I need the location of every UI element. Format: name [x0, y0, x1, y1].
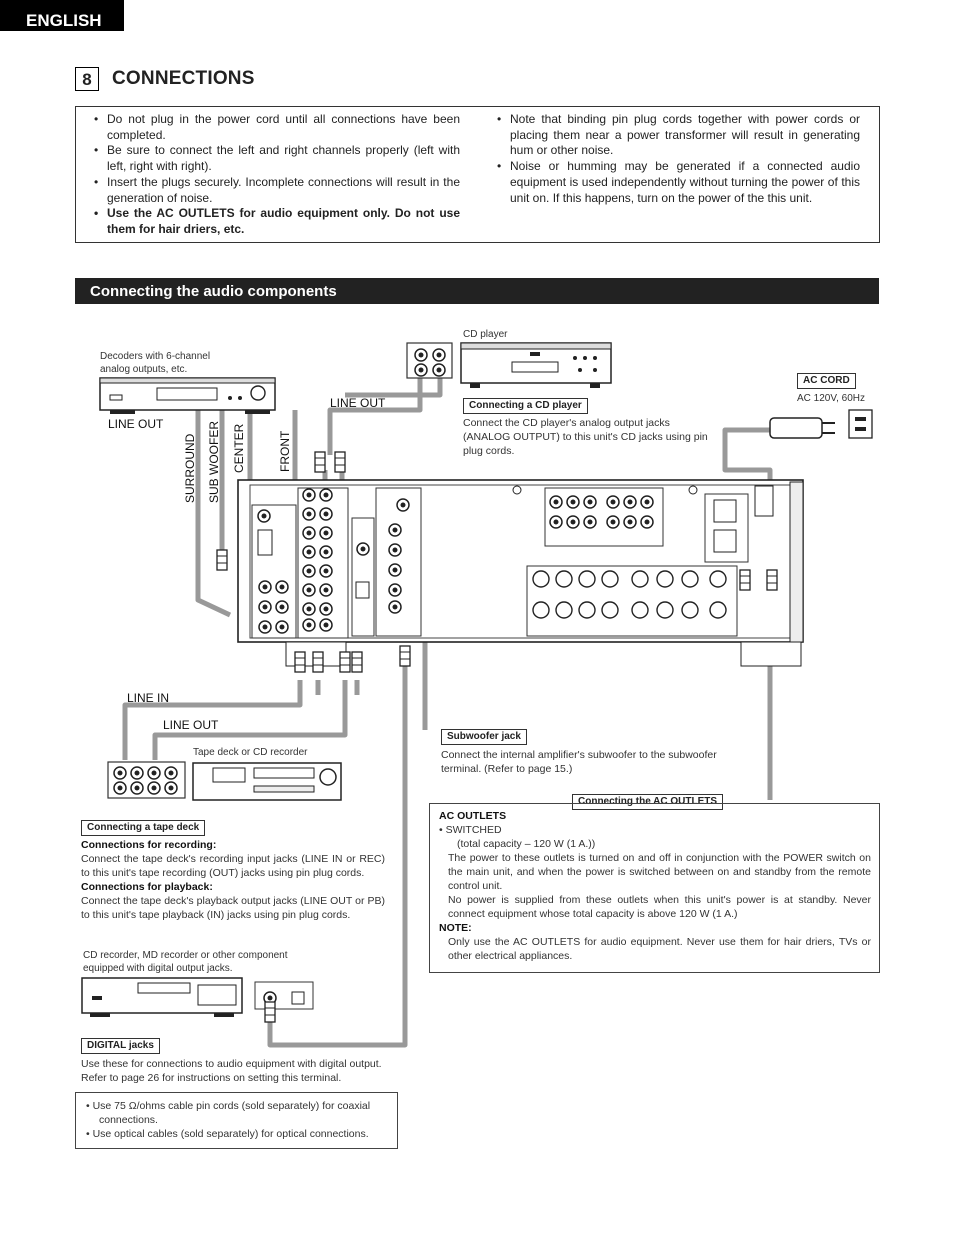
digital-note-item: • Use optical cables (sold separately) for optical connections. — [86, 1128, 369, 1140]
ac-note-text: Only use the AC OUTLETS for audio equipment. Never use them for hair driers, TVs or other electrical appliances. — [448, 936, 871, 962]
note-item: • Do not plug in the power cord until all connections have been completed. — [92, 112, 460, 143]
cd-line-out-label: LINE OUT — [330, 396, 386, 410]
cd-recorder-illustration — [82, 978, 313, 1017]
digital-notes-box — [75, 1092, 398, 1149]
tape-line-out-label: LINE OUT — [163, 718, 219, 732]
subwoofer-jack-label: Subwoofer jack — [441, 729, 527, 745]
note-item: • Insert the plugs securely. Incomplete connections will result in the generation of noise. — [92, 175, 460, 206]
sub-woofer-label: SUB WOOFER — [207, 420, 221, 503]
subwoofer-text: Connect the internal amplifier's subwoofer to the subwoofer terminal. (Refer to page 15.) — [441, 749, 717, 775]
tape-deck-instructions — [81, 838, 385, 922]
decoder-illustration — [100, 378, 275, 414]
section-number: 8 — [75, 67, 99, 91]
subsection-title: Connecting the audio components — [75, 278, 879, 304]
line-in-label: LINE IN — [127, 691, 170, 705]
note-item: • Use the AC OUTLETS for audio equipment only. Do not use them for hair driers, etc. — [92, 206, 460, 237]
ac-para1: The power to these outlets is turned on and off in conjunction with the POWER switch on the main unit, and when the power is switched between on and standby from the remote control unit. — [448, 852, 871, 892]
ac-outlets-connection-label: Connecting the AC OUTLETS — [572, 794, 723, 810]
ac-cord-label: AC CORD — [797, 373, 856, 389]
digital-jacks-label: DIGITAL jacks — [81, 1038, 160, 1054]
ac-outlets-title: AC OUTLETS — [439, 810, 507, 822]
tape-caption: Tape deck or CD recorder — [193, 747, 308, 758]
language-tab: ENGLISH — [0, 0, 124, 31]
ac-plug-illustration — [770, 410, 872, 438]
note-item: • Noise or humming may be generated if a connected audio equipment is used independently without turning the power of this unit on. If this happens, turn on the power of the this unit. — [495, 159, 860, 206]
ac-cord-spec: AC 120V, 60Hz — [797, 393, 866, 404]
tape-deck-illustration — [108, 762, 341, 800]
playback-text: Connect the tape deck's playback output jacks (LINE OUT or PB) to this unit's tape playback (IN) jacks using pin plug cords. — [81, 895, 385, 921]
note-item: • Be sure to connect the left and right channels properly (left with left, right with right). — [92, 143, 460, 174]
cd-player-caption: CD player — [463, 329, 508, 340]
digital-note-item: • Use 75 Ω/ohms cable pin cords (sold separately) for coaxial connections. — [86, 1100, 371, 1126]
ac-switched: • SWITCHED — [439, 824, 502, 836]
playback-heading: Connections for playback: — [81, 881, 213, 893]
page-title: CONNECTIONS — [112, 68, 255, 89]
ac-para2: No power is supplied from these outlets when this unit's power is at standby. Never connect equipment whose total capacity is above 120 W (1 A.) — [448, 894, 871, 920]
tape-deck-label: Connecting a tape deck — [81, 820, 205, 836]
digital-text: Use these for connections to audio equipment with digital output. Refer to page 26 for instructions on setting this terminal. — [81, 1058, 382, 1084]
surround-label: SURROUND — [183, 433, 197, 503]
recording-heading: Connections for recording: — [81, 839, 217, 851]
decoder-caption: Decoders with 6-channel analog outputs, etc. — [100, 351, 211, 375]
receiver-rear-panel — [238, 480, 803, 666]
front-label: FRONT — [278, 430, 292, 472]
recording-text: Connect the tape deck's recording input jacks (LINE IN or REC) to this unit's tape recording (OUT) jacks using pin plug cords. — [81, 853, 385, 879]
ac-note-heading: NOTE: — [439, 922, 472, 934]
ac-capacity: (total capacity – 120 W (1 A.)) — [457, 838, 596, 850]
cd-connection-label: Connecting a CD player — [463, 398, 588, 414]
decoder-line-out-label: LINE OUT — [108, 417, 164, 431]
ac-outlets-box — [429, 803, 880, 973]
center-label: CENTER — [232, 423, 246, 473]
note-item: • Note that binding pin plug cords together with power cords or placing them near a power transformer will result in generating hum or other noise. — [495, 112, 860, 159]
cd-connection-text: Connect the CD player's analog output jacks (ANALOG OUTPUT) to this unit's CD jacks using pin plug cords. — [463, 417, 708, 457]
digital-caption: CD recorder, MD recorder or other component equipped with digital output jacks. — [83, 950, 288, 974]
